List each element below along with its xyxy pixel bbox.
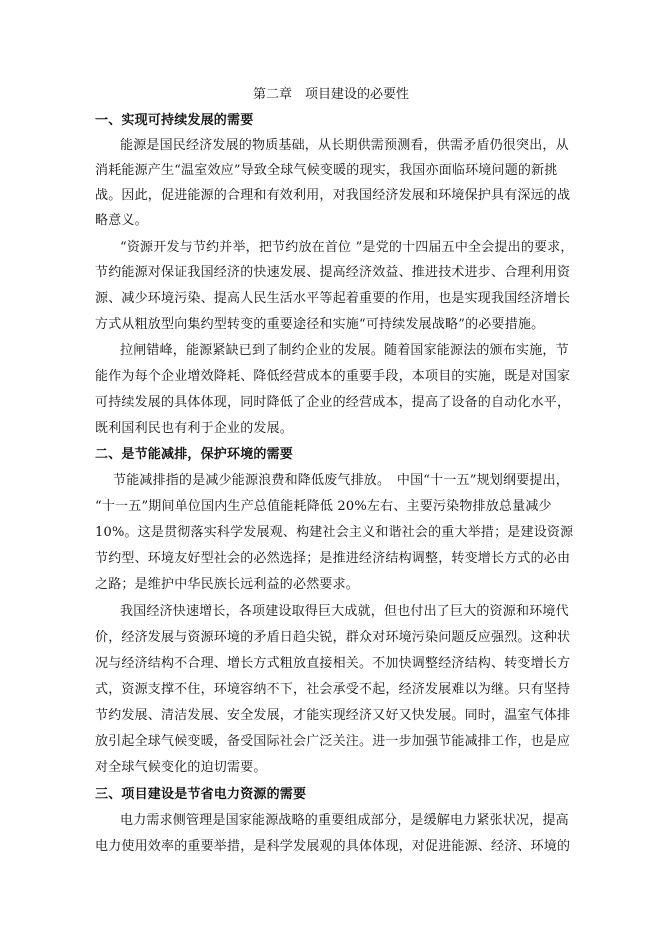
paragraph-line: 我国经济快速增长，各项建设取得巨大成就，但也付出了巨大的资源和环境代 xyxy=(120,604,569,619)
paragraph-line: 况与经济结构不合理、增长方式粗放直接相关。不加快调整经济结构、转变增长方 xyxy=(95,656,571,671)
paragraph-line: “资源开发与节约并举，把节约放在首位 ”是党的十四届五中全会提出的要求， xyxy=(120,240,574,255)
paragraph-line: 能源是国民经济发展的物质基础，从长期供需预测看，供需矛盾仍很突出，从 xyxy=(120,138,569,153)
paragraph-line: 之路；是维护中华民族长远利益的必然要求。 xyxy=(95,577,360,592)
paragraph-line: 放引起全球气候变暖，备受国际社会广泛关注。进一步加强节能减排工作，也是应 xyxy=(95,734,571,749)
paragraph-line: 消耗能源产生“温室效应”导致全球气候变暖的现实，我国亦面临环境问题的新挑 xyxy=(95,163,558,178)
paragraph-line: 可持续发展的具体体现，同时降低了企业的经营成本，提高了设备的自动化水平， xyxy=(95,395,571,410)
paragraph-line: 源、减少环境污染、提高人民生活水平等起着重要的作用，也是实现我国经济增长 xyxy=(95,291,571,306)
paragraph-line: 10%。这是贯彻落实科学发展观、构建社会主义和谐社会的重大举措；是建设资源 xyxy=(95,525,574,540)
section-heading-2: 二、是节能减排，保护环境的需要 xyxy=(95,447,294,462)
paragraph-line: 对全球气候变化的迫切需要。 xyxy=(95,760,267,775)
paragraph-line: 节能减排指的是减少能源浪费和降低废气排放。 中国“十一五”规划纲要提出， xyxy=(113,473,569,488)
paragraph-line: 节约发展、清洁发展、安全发展，才能实现经济又好又快发展。同时，温室气体排 xyxy=(95,708,571,723)
paragraph-line: 战。因此，促进能源的合理和有效利用，对我国经济发展和环境保护具有深远的战 xyxy=(95,188,571,203)
paragraph-line: 电力使用效率的重要举措，是科学发展观的具体体现，对促进能源、经济、环境的 xyxy=(95,839,571,854)
paragraph-line: 节约能源对保证我国经济的快速发展、提高经济效益、推进技术进步、合理利用资 xyxy=(95,265,571,280)
paragraph-line: 能作为每个企业增效降耗、降低经营成本的重要手段，本项目的实施，既是对国家 xyxy=(95,369,571,384)
paragraph-line: 电力需求侧管理是国家能源战略的重要组成部分，是缓解电力紧张状况，提高 xyxy=(120,813,569,828)
paragraph-line: 方式从粗放型向集约型转变的重要途径和实施“可持续发展战略”的必要措施。 xyxy=(95,317,545,332)
section-heading-1: 一、实现可持续发展的需要 xyxy=(95,113,254,128)
paragraph-line: 既利国利民也有利于企业的发展。 xyxy=(95,421,294,436)
paragraph-line: “十一五”期间单位国内生产总值能耗降低 20%左右、主要污染物排放总量减少 xyxy=(95,499,552,514)
paragraph-line: 价，经济发展与资源环境的矛盾日趋尖锐，群众对环境污染问题反应强烈。这种状 xyxy=(95,630,571,645)
paragraph-line: 略意义。 xyxy=(95,213,148,228)
paragraph-line: 节约型、环境友好型社会的必然选择；是推进经济结构调整，转变增长方式的必由 xyxy=(95,551,571,566)
paragraph-line: 拉闸错峰，能源紧缺已到了制约企业的发展。随着国家能源法的颁布实施，节 xyxy=(120,343,569,358)
chapter-title: 第二章 项目建设的必要性 xyxy=(252,87,409,102)
paragraph-line: 式，资源支撑不住，环境容纳不下，社会承受不起，经济发展难以为继。只有坚持 xyxy=(95,682,571,697)
section-heading-3: 三、项目建设是节省电力资源的需要 xyxy=(95,787,307,802)
